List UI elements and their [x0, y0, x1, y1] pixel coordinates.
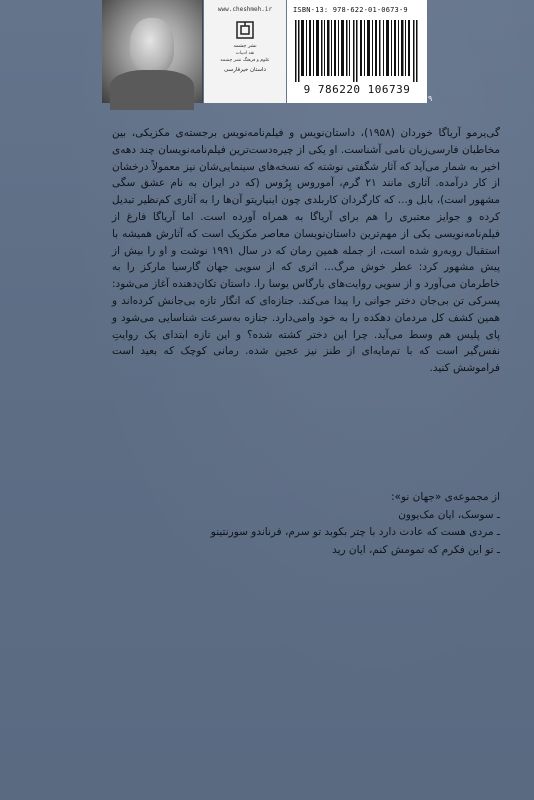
- side-mark: ۹: [428, 94, 433, 103]
- collection-heading: از مجموعه‌ی «جهان نو»:: [391, 491, 500, 503]
- collection-list: [112, 489, 500, 559]
- author-shoulders: [110, 70, 194, 110]
- publisher-website: www.cheshmeh.ir: [217, 6, 273, 13]
- book-description: گی‌یرمو آریاگا خوردان (۱۹۵۸)، داستان‌نویس و فیلم‌نامه‌نویس برجسته‌ی مکزیکی، بین مخاطبان فارسی‌زبان نامی آشناست. او یکی از چیره‌دست‌ترین فیلم‌نامه‌نویسان چند دهه‌ی اخیر به شمار می‌آید که آثار شگفتی نوشته که نسخه‌های سینمایی‌شان نیز معمولاً درخشان از کار درآمده. آثاری مانند ۲۱ گرم، آموروس پِرُوس (که در ایران به نام عشق سگی مشهور است)، بابل و... که کارگردان کاربلدی چون اینیاریتو آن‌ها را به آثاری کم‌نظیر تبدیل کرده و جوایز معتبری را هم برای آریاگا به همراه آورده است. اما آریاگا فارغ از فیلم‌نامه‌نویسی یکی از مهم‌ترین داستان‌نویسان معاصر مکزیک است که آثارش همیشه با استقبال روبه‌رو شده است، از جمله همین رمان که در سال ۱۹۹۱ نوشت و او را بیش از پیش مشهور کرد: عطر خوش مرگ... اثری که از سویی جهان گارسیا مارکز را به خاطرمان می‌آورد و از سویی روایت‌های بارگاس یوسا را. داستان تکان‌دهنده آغاز می‌شود: پسرکی تن بی‌جان دختر جوانی را پیدا می‌کند. جنازه‌ای که انگار تازه بی‌جانش کرده‌اند و همین کشف کل مردمان دهکده را به خود وامی‌دارد. جنازه به‌سرعت شناسایی می‌شود و پای پلیس هم وسط می‌آید. چرا این دختر کشته شده؟ و این تازه ابتدای یک روایتِ نفس‌گیر است که با تم‌مایه‌ای از طنز نیز عجین شده. رمانی کوچک که بعید است فراموشش کنید.: [112, 127, 500, 375]
- publisher-tagline-2: علوم و فرهنگ نشر چشمه: [220, 58, 270, 63]
- barcode-panel: [287, 0, 427, 103]
- barcode-bars: [295, 20, 419, 82]
- publisher-tagline-1: نقد ادبیات: [235, 51, 255, 56]
- author-photo: [102, 0, 203, 103]
- author-face: [130, 18, 174, 74]
- isbn-label: ISBN-13: 978-622-01-0673-9: [293, 6, 408, 14]
- publisher-series: داستان خیرفارسی: [224, 67, 266, 73]
- collection-item: ـ سوسک، ایان مک‌یوون: [398, 508, 500, 521]
- collection-item: ـ مردی هست که عادت دارد با چتر بکوبد تو سرم، فرناندو سورنتینو: [210, 526, 500, 538]
- publisher-panel: [204, 0, 286, 103]
- isbn-digits: 9 786220 106739: [303, 83, 411, 96]
- publisher-name: نشر چشمه: [233, 43, 257, 49]
- collection-item: ـ تو این فکرم که تمومش کنم، ایان رید: [332, 543, 500, 556]
- publisher-logo-icon: [236, 21, 254, 39]
